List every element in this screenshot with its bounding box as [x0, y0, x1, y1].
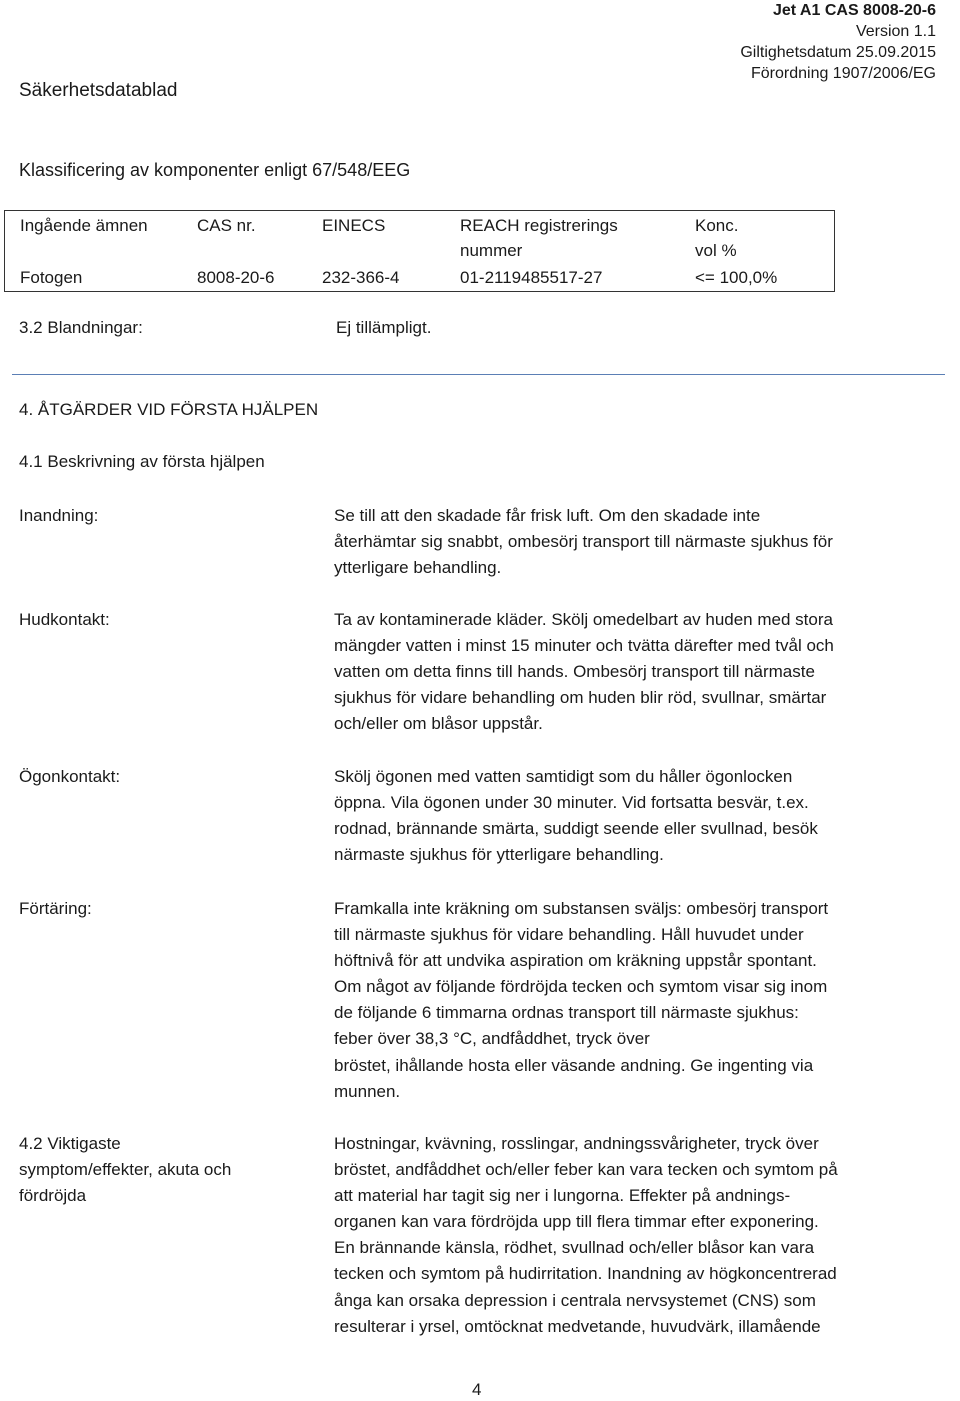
section-divider	[12, 374, 945, 375]
cell-substance: Fotogen	[20, 268, 83, 288]
cell-einecs: 232-366-4	[322, 268, 400, 288]
symptoms-text: Hostningar, kvävning, rosslingar, andningssvårigheter, tryck över bröstet, andfåddhet och/eller feber kan vara tecken och symtom på att material har tagit sig ner i lungorna. Effekter på andnings- organen kan vara fördröjda upp till flera timmar efter exponering. En brännande känsla, rödhet, svullnad och/eller blåsor kan vara tecken och symtom på hudirritation. Inandning av högkoncentrerad ånga kan orsaka depression i centrala nervsystemet (CNS) som resulterar i yrsel, omtöcknat medvetande, huvudvärk, illamående	[334, 1134, 838, 1336]
regulation-label: Förordning 1907/2006/EG	[750, 65, 936, 82]
section-4-title: 4. ÅTGÄRDER VID FÖRSTA HJÄLPEN	[19, 400, 319, 419]
table-row	[5, 264, 835, 291]
document-header	[740, 0, 936, 84]
ingestion-label: Förtäring:	[19, 899, 92, 918]
eye-contact-label: Ögonkontakt:	[19, 767, 121, 786]
skin-contact-text: Ta av kontaminerade kläder. Skölj omedelbart av huden med stora mängder vatten i minst 15 minuter och tvätta därefter med tvål och vatten om detta finns till hands. Ombesörj transport till närmaste sjukhus för vidare behandling om huden blir röd, svullnar, smärtar och/eller om blåsor uppstår.	[334, 610, 834, 734]
eye-contact-text: Skölj ögonen med vatten samtidigt som du håller ögonlocken öppna. Vila ögonen under 30 minuter. Vid fortsatta besvär, t.ex. rodnad, brännande smärta, suddigt seende eller svullnad, besök närmaste sjukhus för ytterligare behandling.	[334, 767, 818, 865]
header-substance: Ingående ämnen	[20, 216, 148, 235]
inhalation-text: Se till att den skadade får frisk luft. Om den skadade inte återhämtar sig snabbt, ombesörj transport till närmaste sjukhus för ytterligare behandling.	[334, 506, 833, 578]
version-label: Version 1.1	[855, 23, 936, 40]
symptoms-label: 4.2 Viktigaste symptom/effekter, akuta och fördröjda	[19, 1134, 232, 1205]
section-4-1-subtitle: 4.1 Beskrivning av första hjälpen	[19, 452, 265, 471]
cell-cas: 8008-20-6	[197, 268, 275, 288]
validity-date: Giltighetsdatum 25.09.2015	[740, 44, 936, 61]
header-einecs: EINECS	[322, 216, 386, 235]
components-table	[4, 210, 835, 292]
document-title: Säkerhetsdatablad	[19, 80, 178, 101]
header-reach: REACH registrerings nummer	[460, 216, 618, 260]
classification-title: Klassificering av komponenter enligt 67/548/EEG	[19, 160, 411, 180]
skin-contact-label: Hudkontakt:	[19, 610, 110, 629]
blend-value: Ej tillämpligt.	[336, 318, 432, 337]
blend-label: 3.2 Blandningar:	[19, 318, 143, 337]
header-conc: Konc. vol %	[695, 216, 739, 260]
ingestion-text: Framkalla inte kräkning om substansen sväljs: ombesörj transport till närmaste sjukhus för vidare behandling. Håll huvudet under höftnivå för att undvika aspiration om kräkning uppstår spontant. Om något av följande fördröjda tecken och symtom visar sig inom de följande 6 timmarna ordnas transport till närmaste sjukhus: feber över 38,3 °C, andfåddhet, tryck över bröstet, ihållande hosta eller väsande andning. Ge ingenting via munnen.	[334, 899, 829, 1101]
cell-reach: 01-2119485517-27	[460, 268, 603, 288]
table-header-row	[5, 211, 835, 265]
inhalation-label: Inandning:	[19, 506, 99, 525]
header-cas: CAS nr.	[197, 216, 256, 235]
product-name: Jet A1 CAS 8008-20-6	[772, 2, 936, 19]
page-number: 4	[472, 1380, 482, 1399]
cell-conc: <= 100,0%	[695, 268, 778, 288]
